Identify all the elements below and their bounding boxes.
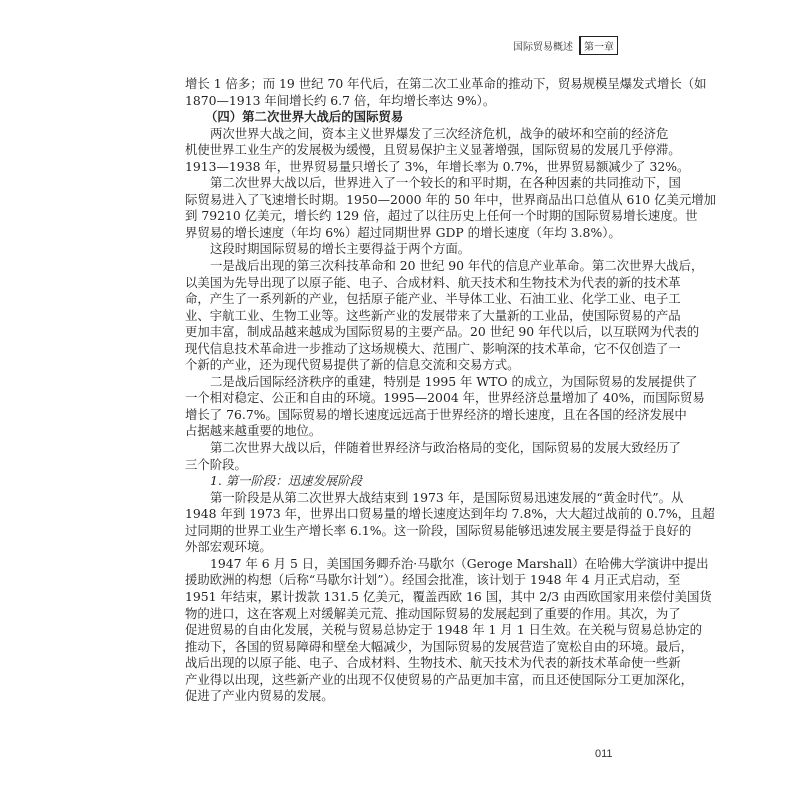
text-line: 第二次世界大战以后，伴随着世界经济与政治格局的变化，国际贸易的发展大致经历了 <box>210 440 681 456</box>
page-number: 011 <box>595 748 613 760</box>
text-line: 占据越来越重要的地位。 <box>185 423 322 439</box>
text-line: 二是战后国际经济秩序的重建，特别是 1995 年 WTO 的成立，为国际贸易的发展提供了 <box>210 373 698 389</box>
text-line: 一个相对稳定、公正和自由的环境。1995—2004 年，世界经济总量增加了 40%，而国际贸易 <box>185 390 705 406</box>
text-line: 产业得以出现，这些新产业的出现不仅使贸易的产品更加丰富，而且还使国际分工更加深化， <box>185 671 694 687</box>
header-chapter-label: 第一章 <box>579 36 618 55</box>
text-line: 以美国为先导出现了以原子能、电子、合成材料、航天技术和生物技术为代表的新的技术革 <box>185 274 681 290</box>
paragraph <box>185 440 681 473</box>
text-line: 1951 年结束，累计拨款 131.5 亿美元，覆盖西欧 16 国，其中 2/3 由西欧国家用来偿付美国货 <box>185 588 712 604</box>
text-line: 业、宇航工业、生物工业等。这些新产业的发展带来了大量新的工业品，使国际贸易的产品 <box>185 307 681 323</box>
text-line: 1870—1913 年间增长约 6.7 倍，年均增长率达 9%）。 <box>185 92 496 108</box>
text-line: 1947 年 6 月 5 日，美国国务卿乔治·马歇尔（Geroge Marshall）在哈佛大学演讲中提出 <box>210 555 709 571</box>
text-line: 一是战后出现的第三次科技革命和 20 世纪 90 年代的信息产业革命。第二次世界大战后， <box>210 258 704 274</box>
text-line: 促进了产业内贸易的发展。 <box>185 688 334 704</box>
paragraph <box>185 76 707 109</box>
text-line: 界贸易的增长速度（年均 6%）超过同期世界 GDP 的增长速度（年均 3.8%）。 <box>185 224 621 240</box>
text-line: 到 79210 亿美元，增长约 129 倍，超过了以往历史上任何一个时期的国际贸易增长速度。世 <box>185 208 698 224</box>
text-line: 1948 年到 1973 年，世界出口贸易量的增长速度达到年均 7.8%，大大超过战前的 0.7%，且超 <box>185 506 715 522</box>
text-line: 增长 1 倍多；而 19 世纪 70 年代后，在第二次工业革命的推动下，贸易规模呈爆发式增长（如 <box>185 76 707 91</box>
text-line: 第二次世界大战以后，世界进入了一个较长的和平时期，在各种因素的共同推动下，国 <box>210 175 681 191</box>
text-line: 物的进口，这在客观上对缓解美元荒、推动国际贸易的发展起到了重要的作用。其次，为了 <box>185 605 681 621</box>
text-line: 两次世界大战之间，资本主义世界爆发了三次经济危机，战争的破坏和空前的经济危 <box>210 125 669 141</box>
text-line: 外部宏观环境。 <box>185 539 272 555</box>
paragraph <box>185 373 705 440</box>
text-line: 个新的产业，还为现代贸易提供了新的信息交流和交易方式。 <box>185 357 520 373</box>
paragraph <box>185 258 704 374</box>
text-line: 援助欧洲的构想（后称“马歇尔计划”）。经国会批准，该计划于 1948 年 4 月正式启动，至 <box>185 572 681 588</box>
paragraph <box>185 241 617 258</box>
text-line: 战后出现的以原子能、电子、合成材料、生物技术、航天技术为代表的新技术革命使一些新 <box>185 655 681 671</box>
paragraph <box>185 489 715 556</box>
text-line: 推动下，各国的贸易障碍和壁垒大幅减少，为国际贸易的发展营造了宽松自由的环境。最后， <box>185 638 694 654</box>
text-line: 促进贸易的自由化发展，关税与贸易总协定于 1948 年 1 月 1 日生效。在关税与贸易总协定的 <box>185 622 702 638</box>
subsection-heading <box>185 473 617 490</box>
section-heading <box>185 109 617 126</box>
header-title: 国际贸易概述 <box>513 41 573 53</box>
text-line: 这段时期国际贸易的增长主要得益于两个方面。 <box>210 241 471 257</box>
text-line: 第一阶段是从第二次世界大战结束到 1973 年，是国际贸易迅速发展的“黄金时代”。从 <box>210 489 684 505</box>
paragraph <box>185 125 690 176</box>
text-line: 现代信息技术革命进一步推动了这场规模大、范围广、影响深的技术革命，它不仅创造了一 <box>185 340 681 356</box>
text-line: 命，产生了一系列新的产业，包括原子能产业、半导体工业、石油工业、化学工业、电子工 <box>185 291 681 307</box>
text-line: 1913—1938 年，世界贸易量只增长了 3%，年增长率为 0.7%，世界贸易额减少了 32%。 <box>185 158 690 174</box>
text-line: 际贸易进入了飞速增长时期。1950—2000 年的 50 年中，世界商品出口总值从 610 亿美元增加 <box>185 191 717 207</box>
paragraph <box>185 555 712 705</box>
text-line: 增长了 76.7%。国际贸易的增长速度远远高于世界经济的增长速度，且在各国的经济发展中 <box>185 406 687 422</box>
paragraph <box>185 175 717 241</box>
text-line: 更加丰富，制成品越来越成为国际贸易的主要产品。20 世纪 90 年代以后，以互联网为代表的 <box>185 324 700 340</box>
body-text <box>185 76 717 705</box>
running-header <box>500 37 618 53</box>
text-line: （四）第二次世界大战后的国际贸易 <box>205 109 404 125</box>
text-line: 过同期的世界工业生产增长率 6.1%。这一阶段，国际贸易能够迅速发展主要是得益于良好的 <box>185 522 692 538</box>
text-line: 1. 第一阶段：迅速发展阶段 <box>210 473 363 489</box>
text-line: 三个阶段。 <box>185 456 247 472</box>
text-line: 机使世界工业生产的发展极为缓慢，且贸易保护主义显著增强，国际贸易的发展几乎停滞。 <box>185 142 681 158</box>
